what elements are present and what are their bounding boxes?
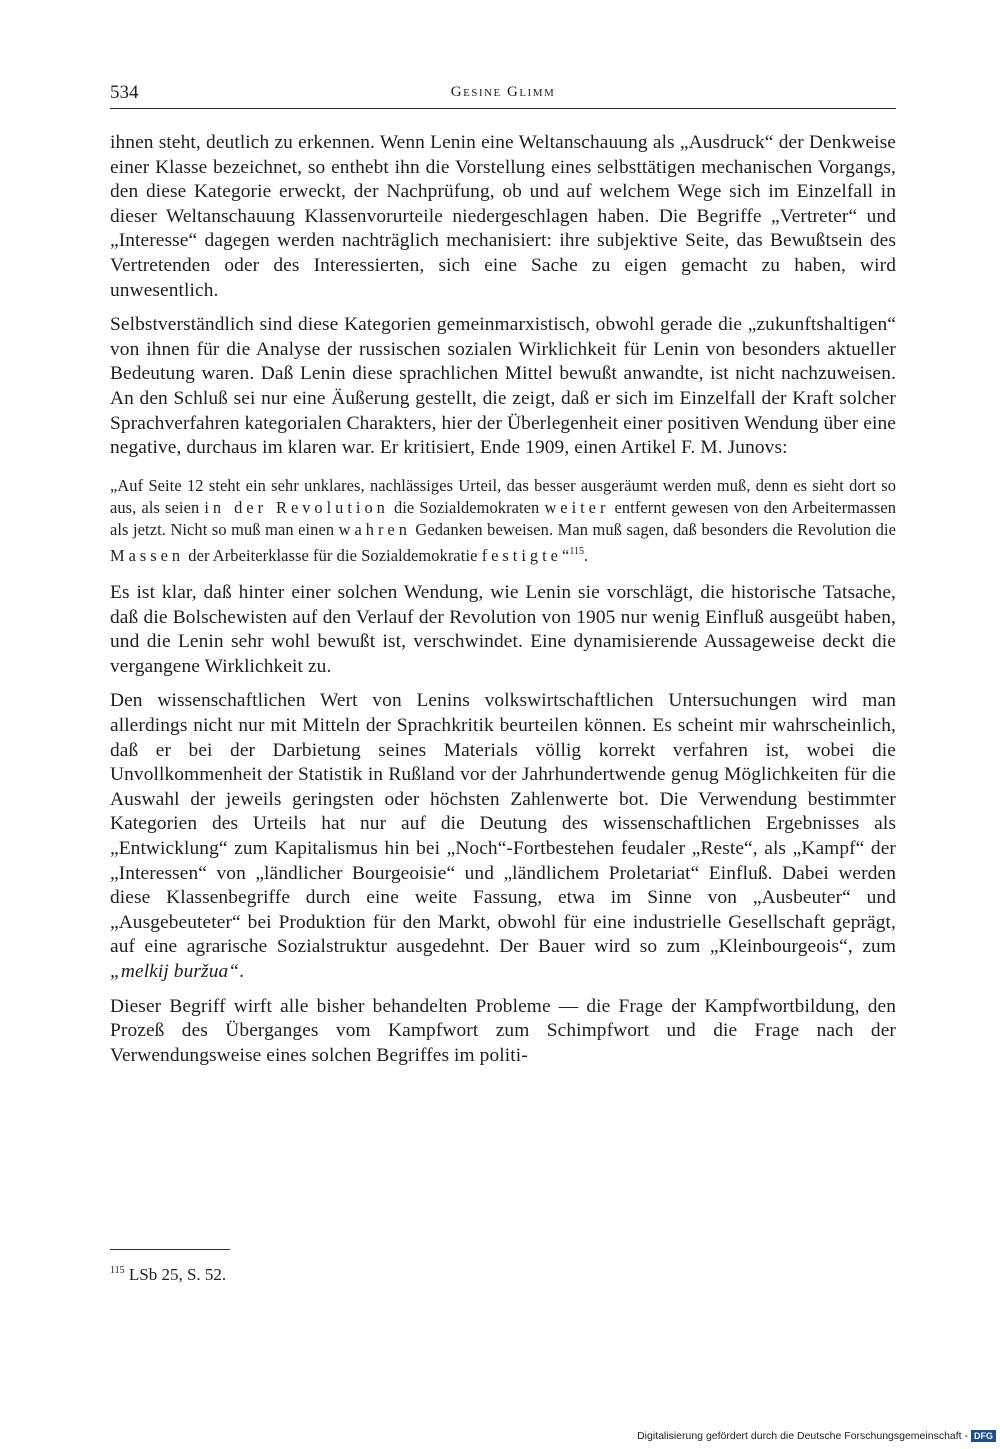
quote-text-1: „Auf Seite 12 steht ein sehr unklares, nachlässiges Urteil, das besser ausgeräumt werden muß, denn es sieht dort so aus, als seien (110, 475, 896, 517)
quote-text-4: Gedanken beweisen. Man muß sagen, daß besonders die Revolution die (410, 519, 896, 539)
quote-text-6: “ (561, 546, 570, 565)
paragraph-1: ihnen steht, deutlich zu erkennen. Wenn Lenin eine Weltanschauung als „Ausdruck“ der Denkweise einer Klasse bezeichnet, so enthebt ihn die Vorstellung eines selbsttätigen mechanischen Vorgangs, den diese Kategorie erweckt, der Nachprüfung, ob und auf welchem Wege sich im Einzelfall in dieser Weltanschauung Klassenvorurteile niedergeschlagen haben. Die Begriffe „Vertreter“ und „Interesse“ dagegen werden nachträglich mechanisiert: ihre subjektive Seite, das Bewußtsein des Vertretenden oder des Interessierten, sich eine Sache zu eigen gemacht zu haben, wird unwesentlich. (110, 132, 896, 301)
footnote-number: 115 (110, 1265, 125, 1276)
paragraph-4-end: . (239, 961, 245, 982)
quote-text-2: die Sozialdemokraten (388, 497, 545, 517)
dfg-logo: DFG (971, 1430, 996, 1442)
body-text (110, 131, 896, 1068)
digitization-notice (600, 1430, 996, 1444)
page-header (110, 82, 896, 109)
footnote-text: LSb 25, S. 52. (124, 1265, 227, 1284)
paragraph-4-italic-term: „melkij buržua“ (110, 961, 240, 982)
quote-emphasis-3: wahren (338, 519, 411, 539)
quote-text-5: der Arbeiterklasse für die Sozialdemokratie (184, 546, 482, 565)
quote-text-3: entfernt gewesen von den Arbeitermassen als jetzt. Nicht so muß man einen (110, 497, 897, 539)
page-number: 534 (110, 82, 139, 103)
block-quote (110, 475, 896, 567)
paragraph-4 (110, 689, 896, 984)
digitization-text: Digitalisierung gefördert durch die Deutsche Forschungsgemeinschaft - (637, 1430, 968, 1442)
quote-text-7: . (583, 546, 589, 565)
quote-emphasis-2: weiter (544, 497, 610, 517)
quote-emphasis-1: in der Revolution (204, 497, 389, 517)
footnote-divider (110, 1249, 230, 1250)
paragraph-4-text: Den wissenschaftlichen Wert von Lenins volkswirtschaftlichen Untersuchungen wird man allerdings nicht nur mit Mitteln der Sprachkritik beurteilen können. Es scheint mir wahrscheinlich, daß er bei der Darbietung seines Materials völlig korrekt verfahren ist, wobei die Unvollkommenheit der Statistik in Rußland vor der Jahrhundertwende genug Möglichkeiten für die Auswahl der jeweils geringsten oder höchsten Zahlenwerte bot. Die Verwendung bestimmter Kategorien des Urteils hat nur auf die Deutung des wissenschaftlichen Ergebnisses als „Entwicklung“ zum Kapitalismus hin bei „Noch“-Fortbestehen feudaler „Reste“, als „Kampf“ der „Interessen“ von „ländlicher Bourgeoisie“ und „ländlichem Proletariat“ Einfluß. Dabei werden diese Klassenbegriffe durch eine weite Fassung, etwa im Sinne von „Ausbeuter“ und „Ausgebeuteter“ bei Produktion für den Markt, obwohl für eine industrielle Gesellschaft geprägt, auf eine agrarische Sozialstruktur ausgedehnt. Der Bauer wird so zum „Kleinbourgeois“, zum (110, 690, 896, 958)
running-head: Gesine Glimm (450, 84, 556, 100)
quote-emphasis-4: Massen (110, 546, 185, 565)
footnote-reference[interactable]: 115 (569, 546, 584, 557)
quote-emphasis-5: festigte (481, 546, 562, 565)
paragraph-2: Selbstverständlich sind diese Kategorien gemeinmarxistisch, obwohl gerade die „zukunftshaltigen“ von ihnen für die Analyse der russischen sozialen Wirklichkeit für Lenin von besonders aktueller Bedeutung waren. Daß Lenin diese sprachlichen Mittel bewußt anwandte, ist nicht nachzuweisen. An den Schluß sei nur eine Äußerung gestellt, die zeigt, daß er sich im Einzelfall der Kraft solcher Sprachverfahren kategorialen Charakters, hier der Überlegenheit einer positiven Wendung über eine negative, durchaus im klaren war. Er kritisiert, Ende 1909, einen Artikel F. M. Junovs: (110, 314, 896, 459)
paragraph-3: Es ist klar, daß hinter einer solchen Wendung, wie Lenin sie vorschlägt, die historische Tatsache, daß die Bolschewisten auf den Verlauf der Revolution von 1905 nur wenig Einfluß ausgeübt haben, und die Lenin sehr wohl bewußt ist, verschwindet. Eine dynamisierende Aussageweise deckt die vergangene Wirklichkeit zu. (110, 582, 896, 677)
footnote (110, 1265, 226, 1285)
paragraph-5: Dieser Begriff wirft alle bisher behandelten Probleme — die Frage der Kampfwortbildung, den Prozeß des Überganges vom Kampfwort zum Schimpfwort und die Frage nach der Verwendungsweise eines solchen Begriffes im politi- (110, 995, 896, 1066)
